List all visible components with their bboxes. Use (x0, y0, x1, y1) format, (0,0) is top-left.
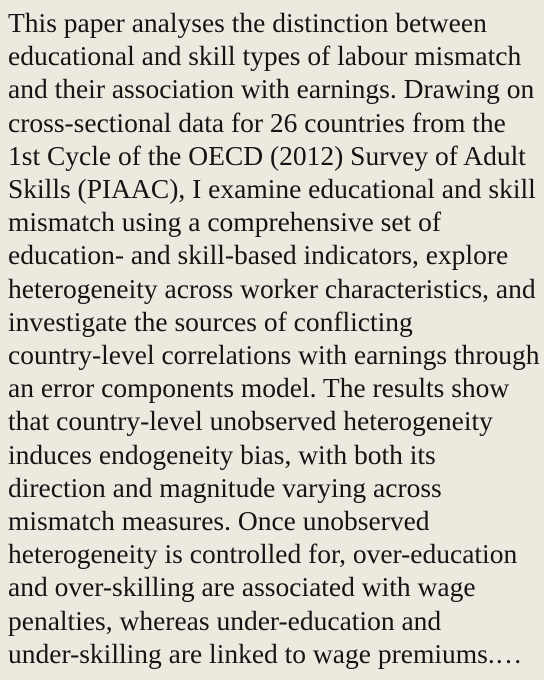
abstract-line: educational and skill types of labour mismatch (8, 40, 522, 72)
abstract-line: 1st Cycle of the OECD (2012) Survey of Adult (8, 139, 526, 171)
abstract-line: heterogeneity across worker characteristics, and (8, 272, 536, 304)
abstract-line: mismatch using a comprehensive set of (8, 206, 442, 238)
abstract-line: that country-level unobserved heterogeneity (8, 405, 493, 437)
abstract-line: under-skilling are linked to wage premiums.… (8, 637, 523, 669)
abstract-line: induces endogeneity bias, with both its (8, 438, 436, 470)
abstract-line: cross-sectional data for 26 countries from the (8, 106, 506, 138)
abstract-line: investigate the sources of conflicting (8, 305, 413, 337)
abstract-line: heterogeneity is controlled for, over-education (8, 538, 518, 570)
abstract-line: This paper analyses the distinction between (8, 7, 487, 38)
abstract-line: mismatch measures. Once unobserved (8, 505, 430, 537)
abstract-line: an error components model. The results show (8, 372, 510, 404)
abstract-line: direction and magnitude varying across (8, 471, 442, 503)
abstract-line: and over-skilling are associated with wage (8, 571, 476, 603)
abstract-line: and their association with earnings. Drawing on (8, 73, 535, 105)
abstract-line: country-level correlations with earnings through (8, 339, 540, 371)
abstract-line: education- and skill-based indicators, explore (8, 239, 509, 271)
abstract-line: Skills (PIAAC), I examine educational and skill (8, 173, 536, 205)
abstract-line: penalties, whereas under-education and (8, 604, 442, 636)
abstract-text (8, 6, 544, 670)
